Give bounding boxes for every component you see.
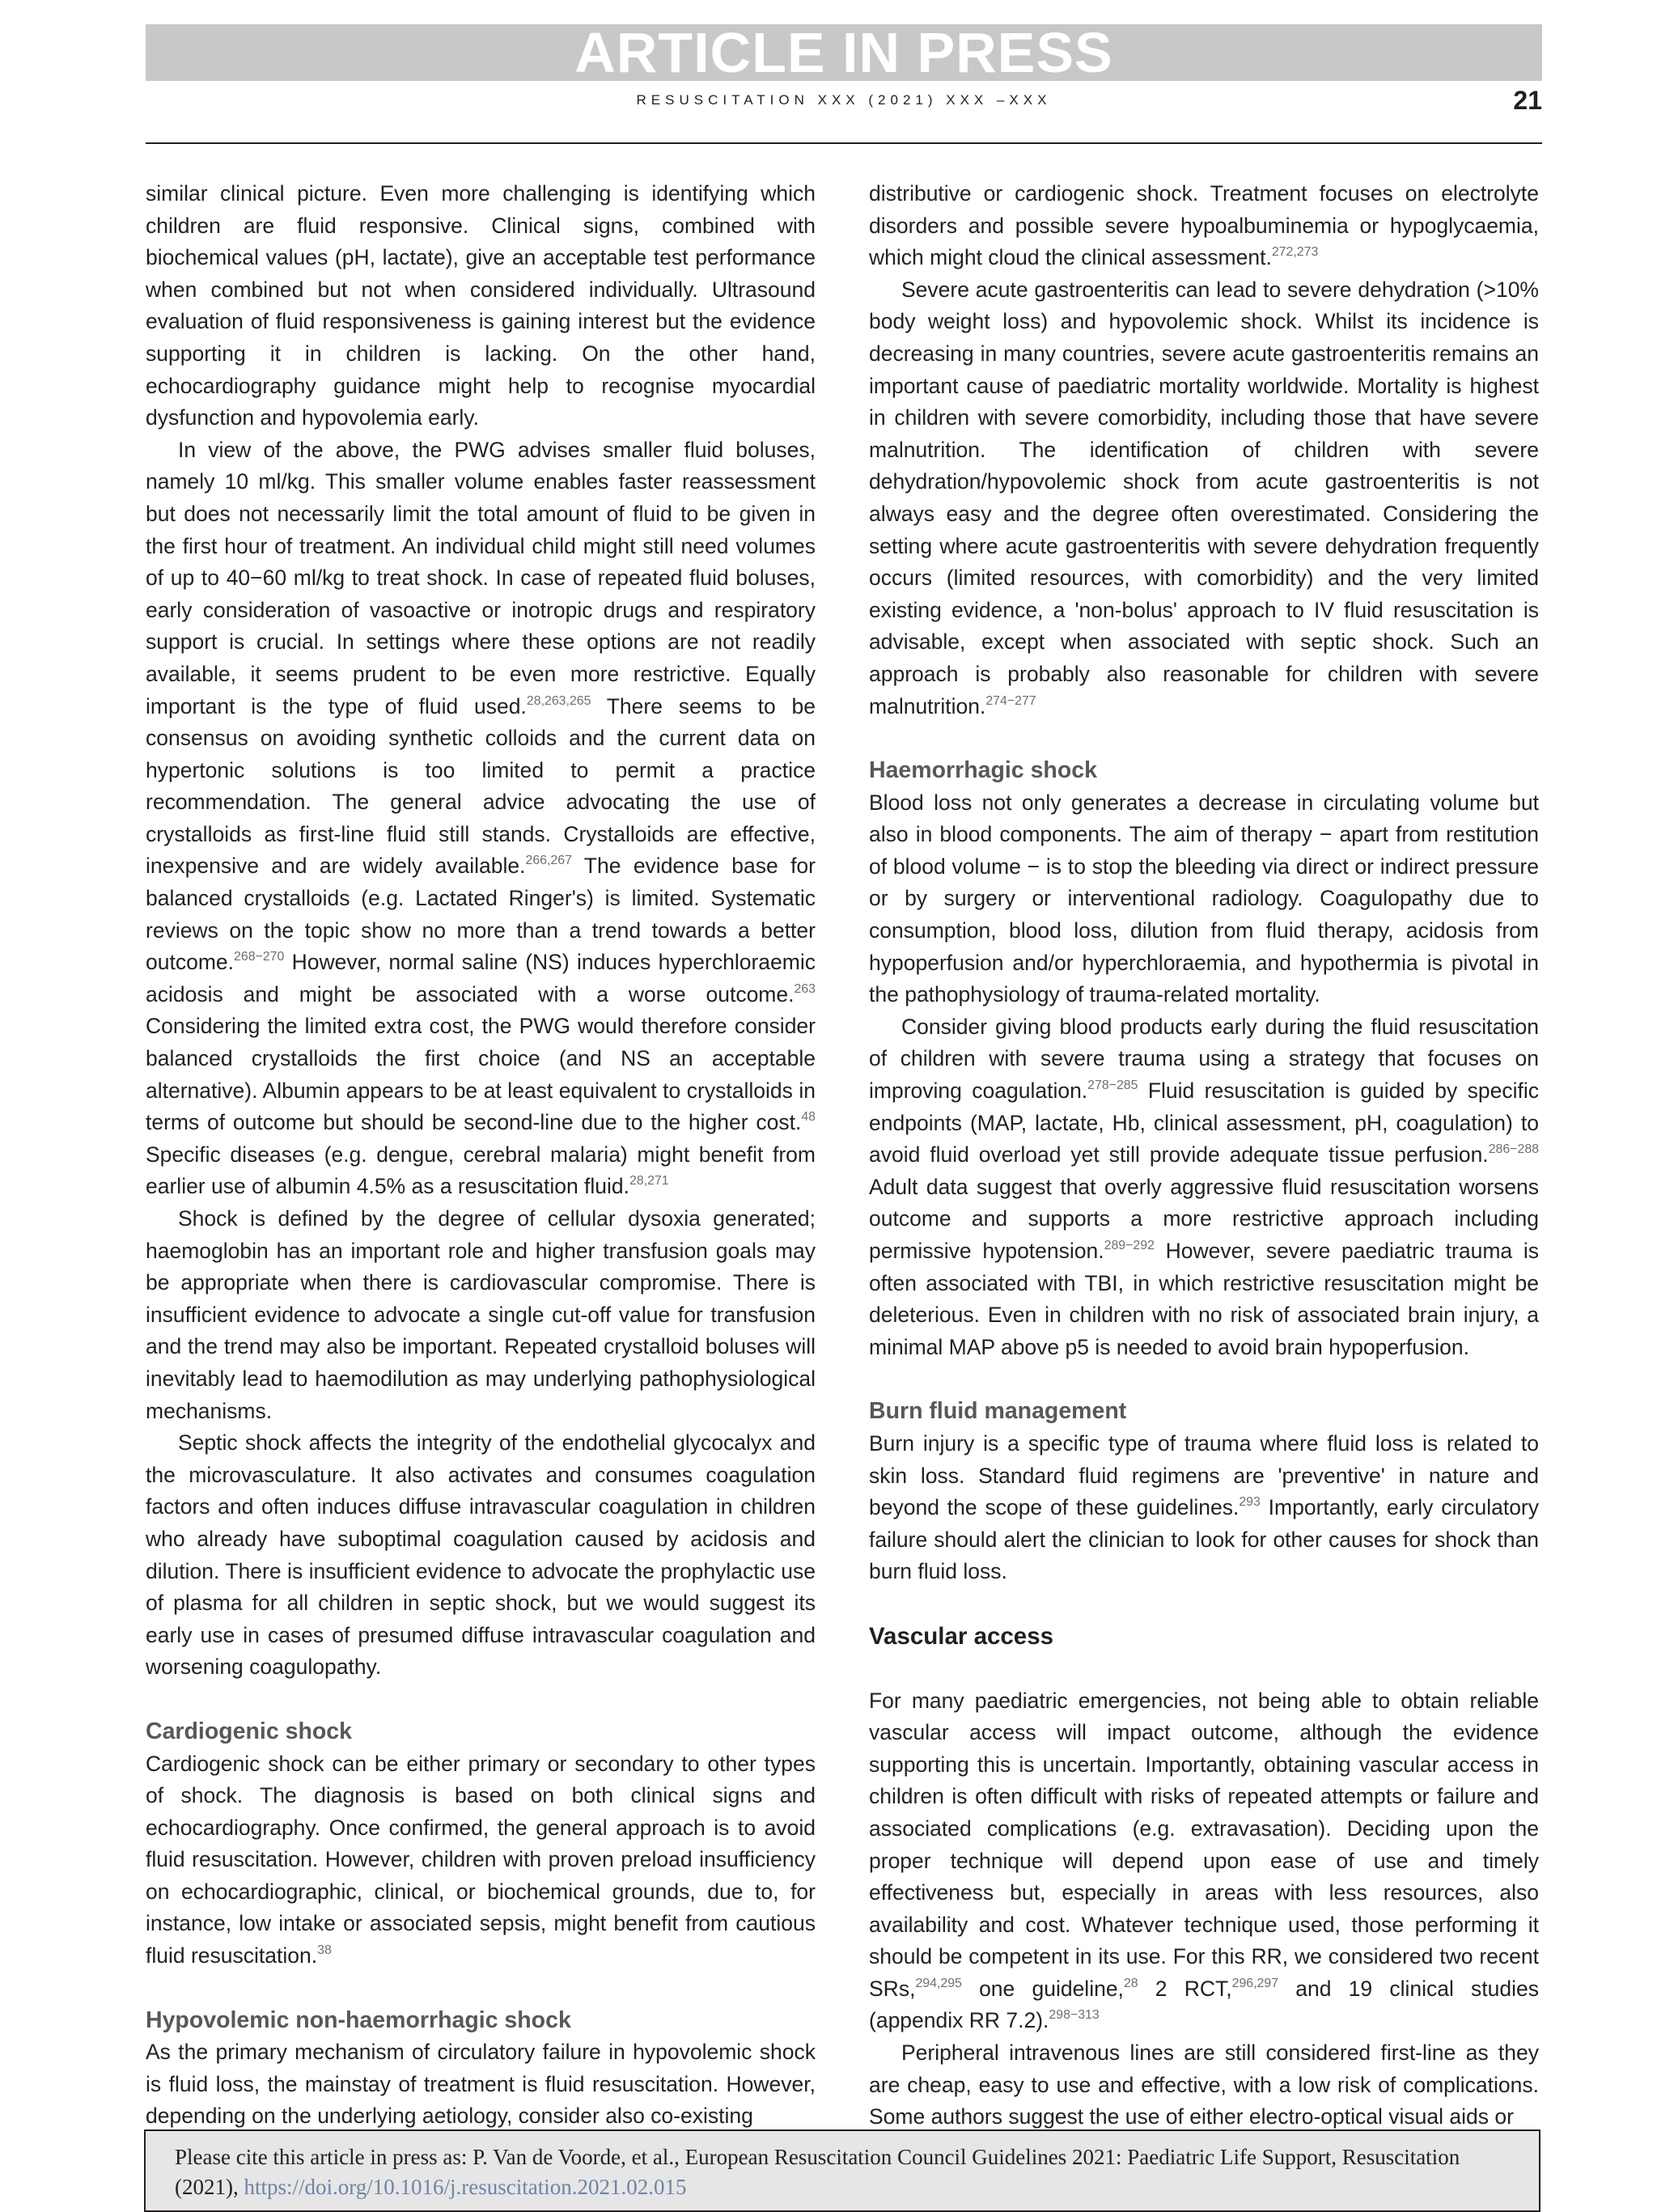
citation-ref[interactable]: 286−288	[1488, 1142, 1539, 1157]
citation-text: Please cite this article in press as: P. Van de Voorde, et al., European Resuscitation Council Guidelines 2021: Paediatric Life Support, Resuscitation (2021),	[175, 2145, 1460, 2199]
header-rule	[146, 142, 1542, 144]
section-heading-vascular-access: Vascular access	[869, 1622, 1054, 1650]
citation-ref[interactable]: 28,263,265	[526, 693, 591, 708]
citation-ref[interactable]: 293	[1239, 1495, 1261, 1510]
section-heading-cardiogenic: Cardiogenic shock	[146, 1718, 352, 1744]
right-column	[869, 178, 1539, 2134]
paragraph: Blood loss not only generates a decrease in circulating volume but also in blood components. The aim of therapy − apart from restitution of blood volume − is to stop the bleeding via direct or indirect pressure or by surgery or interventional radiology. Coagulopathy due to consumption, blood loss, dilution from fluid therapy, acidosis from hypoperfusion and/or hyperchloraemia, and hypothermia is pivotal in the pathophysiology of trauma-related mortality.	[869, 790, 1539, 1007]
citation-ref[interactable]: 268−270	[234, 950, 285, 964]
citation-ref[interactable]: 263	[794, 981, 816, 996]
left-column	[146, 178, 816, 2133]
paragraph: similar clinical picture. Even more challenging is identifying which children are fluid responsive. Clinical signs, combined with biochemical values (pH, lactate), give an acceptable test performance when combined but not when considered individually. Ultrasound evaluation of fluid responsiveness is gaining interest but the evidence supporting it in children is lacking. On the other hand, echocardiography guidance might help to recognise myocardial dysfunction and hypovolemia early.	[146, 181, 816, 430]
paragraph: In view of the above, the PWG advises smaller fluid boluses, namely 10 ml/kg. This smaller volume enables faster reassessment but does not necessarily limit the total amount of fluid to be given in the first hour of treatment. An individual child might still need volumes of up to 40−60 ml/kg to treat shock. In case of repeated fluid boluses, early consideration of vasoactive or inotropic drugs and respiratory support is crucial. In settings where these options are not readily available, it seems prudent to be even more restrictive. Equally important is the type of fluid used.$^{28,263,265}$ There seems to be consensus on avoiding synthetic colloids and the current data on hypertonic solutions is too limited to permit a practice recommendation. The general advice advocating the use of crystalloids as first-line fluid still stands. Crystalloids are effective, inexpensive and are widely available.$^{266,267}$ The evidence base for balanced crystalloids (e.g. Lactated Ringer's) is limited. Systematic reviews on the topic show no more than a trend towards a better outcome.$^{268-270}$ However, normal saline (NS) induces hyperchloraemic acidosis and might be associated with a worse outcome.$^{263}$ Considering the limited extra cost, the PWG would therefore consider balanced crystalloids the first choice (and NS an acceptable alternative). Albumin appears to be at least equivalent to crystalloids in terms of outcome but should be second-line due to the higher cost.$^{48}$ Specific diseases (e.g. dengue, cerebral malaria) might benefit from earlier use of albumin 4.5% as a resuscitation fluid.$^{28,271}$	[146, 437, 816, 1199]
citation-box	[144, 2129, 1540, 2212]
page-number: 21	[1513, 86, 1542, 115]
paragraph: As the primary mechanism of circulatory failure in hypovolemic shock is fluid loss, the mainstay of treatment is fluid resuscitation. However, depending on the underlying aetiology, consider also co-existing	[146, 2040, 816, 2129]
running-head: RESUSCITATION XXX (2021) XXX –XXX	[636, 92, 1052, 108]
paragraph: Severe acute gastroenteritis can lead to severe dehydration (>10% body weight loss) and hypovolemic shock. Whilst its incidence is decreasing in many countries, severe acute gastroenteritis remains an important cause of paediatric mortality worldwide. Mortality is highest in children with severe comorbidity, including those that have severe malnutrition. The identification of children with severe dehydration/hypovolemic shock from acute gastroenteritis is not always easy and the degree often overestimated. Considering the setting where acute gastroenteritis with severe dehydration frequently occurs (limited resources, with comorbidity) and the very limited existing evidence, a 'non-bolus' approach to IV fluid resuscitation is advisable, except when associated with septic shock. Such an approach is probably also reasonable for children with severe malnutrition.$^{274-277}$	[869, 277, 1539, 718]
section-heading-hypovolemic: Hypovolemic non-haemorrhagic shock	[146, 2006, 571, 2033]
citation-ref[interactable]: 294,295	[915, 1976, 962, 1990]
paragraph: distributive or cardiogenic shock. Treatment focuses on electrolyte disorders and possible severe hypoalbuminemia or hypoglycaemia, which might cloud the clinical assessment.$^{272,273}$	[869, 181, 1539, 270]
citation-ref[interactable]: 274−277	[985, 693, 1036, 708]
paragraph: Burn injury is a specific type of trauma where fluid loss is related to skin loss. Standard fluid regimens are 'preventive' in nature and beyond the scope of these guidelines.$^{293}$ Importantly, early circulatory failure should alert the clinician to look for other causes for shock than burn fluid loss.	[869, 1430, 1540, 1584]
citation-ref[interactable]: 298−313	[1049, 2008, 1100, 2023]
citation-ref[interactable]: 38	[317, 1943, 332, 1958]
article-in-press-banner	[146, 21, 1542, 84]
citation-ref[interactable]: 272,273	[1271, 245, 1319, 260]
paragraph: Shock is defined by the degree of cellular dysoxia generated; haemoglobin has an important role and higher transfusion goals may be appropriate when there is cardiovascular compromise. There is insufficient evidence to advocate a single cut-off value for transfusion and the trend may also be important. Repeated crystalloid boluses will inevitably lead to haemodilution as may underlying pathophysiological mechanisms.	[146, 1206, 816, 1423]
paragraph: Cardiogenic shock can be either primary or secondary to other types of shock. The diagnosis is based on both clinical signs and echocardiography. Once confirmed, the general approach is to avoid fluid resuscitation. However, children with proven preload insufficiency on echocardiographic, clinical, or biochemical grounds, due to, for instance, low intake or associated sepsis, might benefit from cautious fluid resuscitation.$^{38}$	[146, 1751, 816, 1968]
citation-ref[interactable]: 48	[801, 1110, 816, 1125]
banner-title: ARTICLE IN PRESS	[574, 21, 1113, 84]
citation-ref[interactable]: 289−292	[1104, 1239, 1155, 1252]
citation-ref[interactable]: 266,267	[525, 854, 572, 868]
section-heading-haemorrhagic: Haemorrhagic shock	[869, 757, 1097, 784]
paragraph: Peripheral intravenous lines are still considered first-line as they are cheap, easy to use and effective, with a low risk of complications. Some authors suggest the use of either electro-optical visual aids or	[869, 2040, 1539, 2129]
section-heading-burn: Burn fluid management	[869, 1398, 1127, 1425]
citation-ref[interactable]: 278−285	[1087, 1078, 1138, 1093]
paragraph: For many paediatric emergencies, not being able to obtain reliable vascular access will impact outcome, although the evidence supporting this is uncertain. Importantly, obtaining vascular access in children is often difficult with risks of repeated attempts or failure and associated complications (e.g. extravasation). Deciding upon the proper technique will depend upon ease of use and timely effectiveness but, especially in areas with less resources, also availability and cost. Whatever technique used, those performing it should be competent in its use. For this RR, we considered two recent SRs,$^{294,295}$ one guideline,$^{28}$ 2 RCT,$^{296,297}$ and 19 clinical studies (appendix RR 7.2).$^{298-313}$	[869, 1688, 1539, 2033]
citation-ref[interactable]: 28,271	[629, 1174, 669, 1189]
doi-link[interactable]: https://doi.org/10.1016/j.resuscitation.2021.02.015	[244, 2175, 687, 2199]
citation-ref[interactable]: 28	[1123, 1976, 1138, 1990]
paragraph: Septic shock affects the integrity of the endothelial glycocalyx and the microvasculature. It also activates and consumes coagulation factors and often induces diffuse intravascular coagulation in children who already have suboptimal coagulation caused by acidosis and dilution. There is insufficient evidence to advocate the prophylactic use of plasma for all children in septic shock, but we would suggest its early use in cases of presumed diffuse intravascular coagulation and worsening coagulopathy.	[146, 1430, 816, 1680]
citation-ref[interactable]: 296,297	[1231, 1976, 1279, 1990]
paragraph: Consider giving blood products early during the fluid resuscitation of children with severe trauma using a strategy that focuses on improving coagulation.$^{278-285}$ Fluid resuscitation is guided by specific endpoints (MAP, lactate, Hb, clinical assessment, pH, coagulation) to avoid fluid overload yet still provide adequate tissue perfusion.$^{286-288}$ Adult data suggest that overly aggressive fluid resuscitation worsens outcome and supports a more restrictive approach including permissive hypotension.$^{289-292}$ However, severe paediatric trauma is often associated with TBI, in which restrictive resuscitation might be deleterious. Even in children with no risk of associated brain injury, a minimal MAP above p5 is needed to avoid brain hypoperfusion.	[869, 1014, 1539, 1359]
